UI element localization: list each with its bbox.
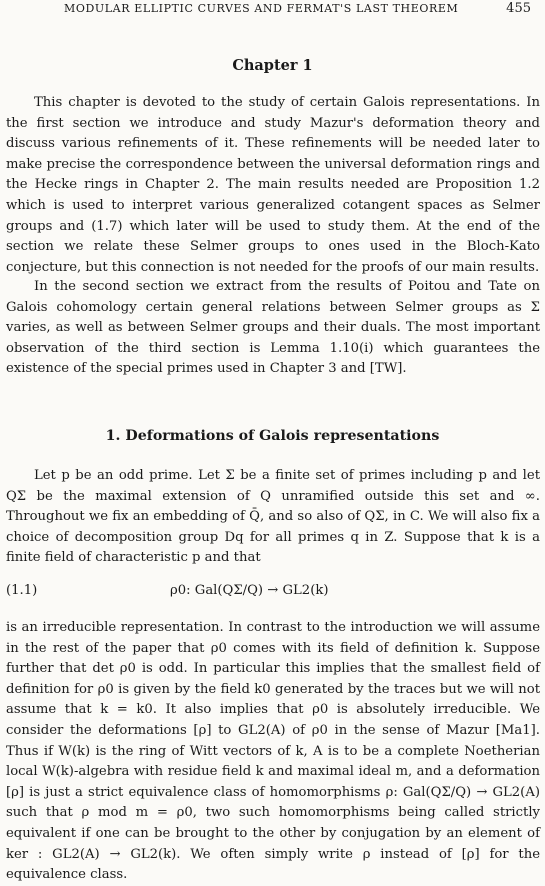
equation-number: (1.1) [6, 583, 38, 598]
intro-paragraph-2: In the second section we extract from the results of Poitou and Tate on Galois cohomology certain general relations between Selmer groups as Σ varies, as well as between Selmer groups and their duals. The most important observation of the third section is Lemma 1.10(i) which guarantees the existence of the special primes used in Chapter 3 and [TW]. [6, 279, 540, 377]
chapter-title: Chapter 1 [232, 57, 313, 74]
equation-1-1 [6, 581, 540, 601]
running-title: MODULAR ELLIPTIC CURVES AND FERMAT'S LAST THEOREM [64, 2, 459, 15]
section-paragraph-2: is an irreducible representation. In contrast to the introduction we will assume in the rest of the paper that ρ0 comes with its field of definition k. Suppose further that det ρ0 is odd. In particular this implies that the smallest field of definition for ρ0 is given by the field k0 generated by the traces but we will not assume that k = k0. It also implies that ρ0 is absolutely irreducible. We consider the deformations [ρ] to GL2(A) of ρ0 in the sense of Mazur [Ma1]. Thus if W(k) is the ring of Witt vectors of k, A is to be a complete Noetherian local W(k)-algebra with residue field k and maximal ideal m, and a deformation [ρ] is just a strict equivalence class of homomorphisms ρ: Gal(QΣ/Q) → GL2(A) such that ρ mod m = ρ0, two such homomorphisms being called strictly equivalent if one can be brought to the other by conjugation by an element of ker : GL2(A) → GL2(k). We often simply write ρ instead of [ρ] for the equivalence class. [6, 620, 540, 883]
section-title: 1. Deformations of Galois representations [105, 428, 440, 444]
intro-paragraph-1: This chapter is devoted to the study of certain Galois representations. In the first section we introduce and study Mazur's deformation theory and discuss various refinements of it. These refinements will be needed later to make precise the correspondence between the universal deformation rings and the Hecke rings in Chapter 2. The main results needed are Proposition 1.2 which is used to interpret various generalized cotangent spaces as Selmer groups and (1.7) which later will be used to study them. At the end of the section we relate these Selmer groups to ones used in the Bloch-Kato conjecture, but this connection is not needed for the proofs of our main results. [6, 95, 540, 275]
running-header [64, 0, 537, 18]
equation-body: ρ0: Gal(QΣ/Q) → GL2(k) [170, 583, 329, 598]
page-number: 455 [506, 1, 531, 16]
section-paragraph-1: Let p be an odd prime. Let Σ be a finite set of primes including p and let QΣ be the maximal extension of Q unramified outside this set and ∞. Throughout we fix an embedding of Q̄, and so also of QΣ, in C. We will also fix a choice of decomposition group Dq for all primes q in Z. Suppose that k is a finite field of characteristic p and that [6, 468, 540, 566]
